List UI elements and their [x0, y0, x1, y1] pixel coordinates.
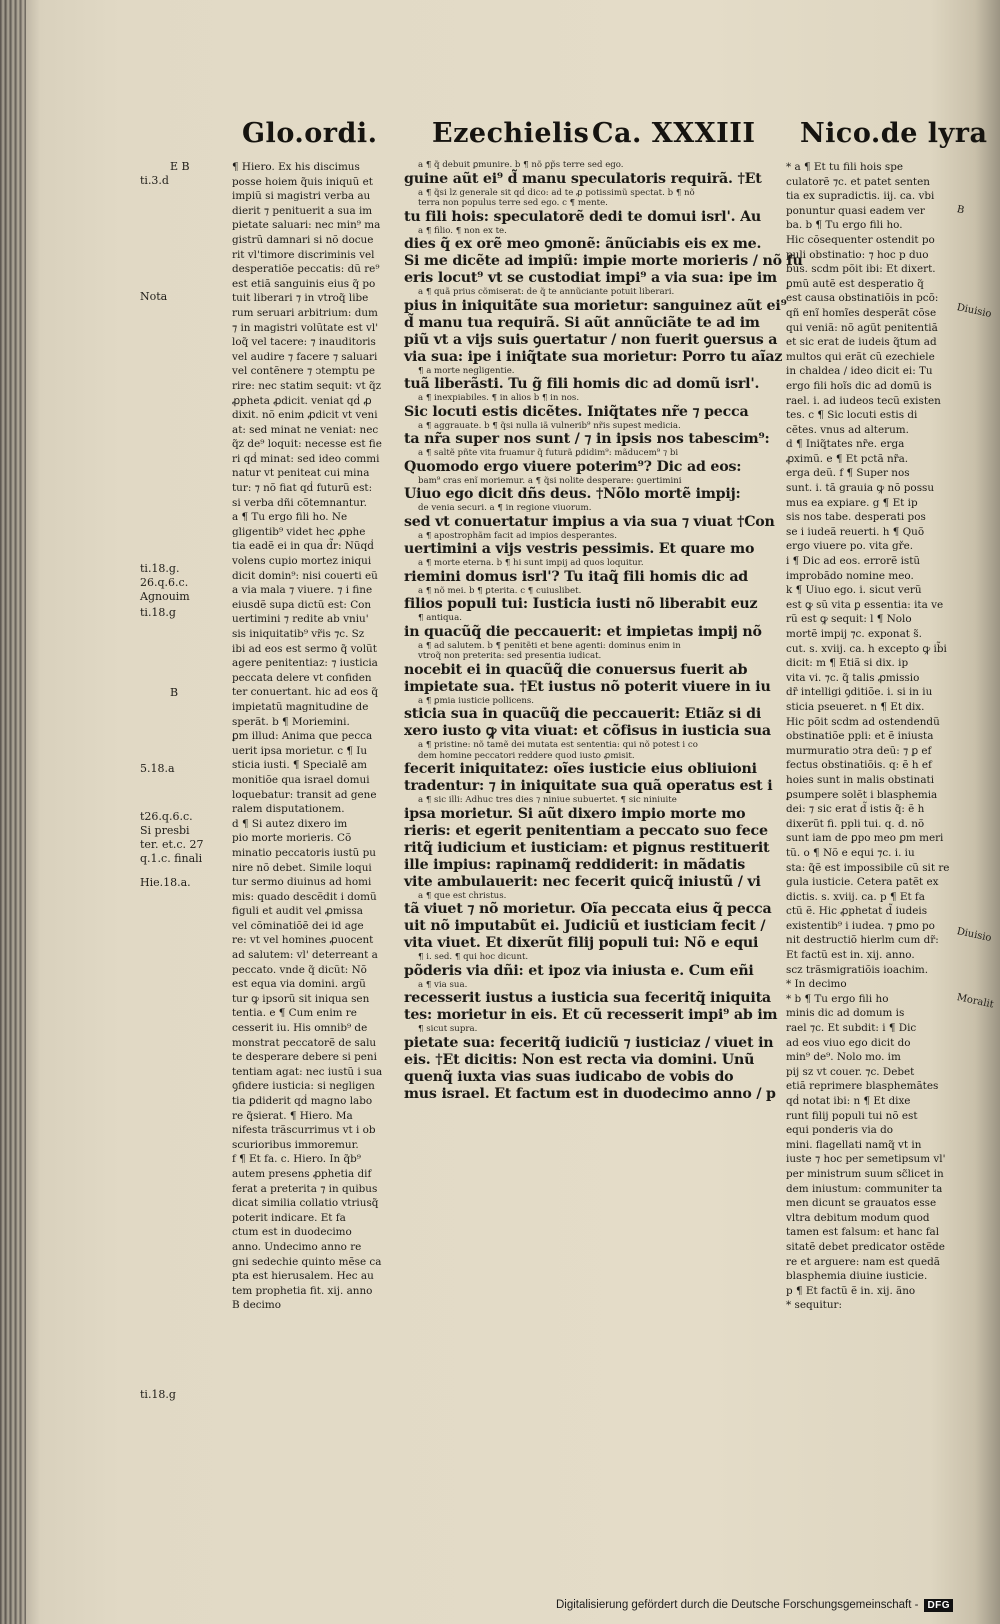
text-line: mis: quado descẽdit i domũ [232, 890, 377, 903]
scripture-line: pius in iniquitãte sua morietur: sanguinez aũt ei⁹ [404, 297, 787, 314]
margin-note: ti.3.d [140, 174, 169, 187]
text-line: Et factũ est in. xij. anno. [786, 949, 915, 962]
margin-note: Hie.18.a. [140, 876, 191, 889]
text-line: B decimo [232, 1299, 281, 1312]
text-line: vel cõminatiõẽ dei id age [232, 919, 364, 932]
text-line: volens cupio mortez iniqui [232, 555, 372, 568]
nicholas-of-lyra-column [786, 160, 971, 1313]
text-line: anno. Undecimo anno re [232, 1240, 362, 1253]
interlinear-gloss-line: a ¶ que est christus. [418, 890, 507, 901]
text-line: a ¶ Tu ergo fili ho. Ne [232, 511, 348, 524]
text-line: pij sz vt couer. ⁊c. Debet [786, 1065, 915, 1078]
text-line: vel contẽnere ⁊ ↄtemptu pe [232, 365, 376, 378]
text-line: rum seruari arbitrium: dum [232, 306, 378, 319]
text-line: ctũ ẽ. Hic ꝓphetat d̃ iudeis [786, 905, 928, 918]
text-line: multos qui erãt cũ ezechiele [786, 350, 935, 363]
text-line: te desperare debere si peni [232, 1051, 377, 1064]
text-line: minis dic ad domum is [786, 1007, 905, 1020]
text-line: * a ¶ Et tu fili hois spe [786, 161, 904, 173]
margin-note: B [955, 204, 966, 217]
scripture-line: pietate sua: feceritq̃ iudiciũ ⁊ iusticiaz / viuet in [404, 1034, 774, 1051]
text-line: ba. b ¶ Tu ergo fili ho. [786, 219, 903, 232]
text-line: loquebatur: transit ad gene [232, 788, 377, 801]
text-line: gistrũ damnari si nõ docue [232, 233, 374, 246]
text-line: cesserit iu. His omnib⁹ de [232, 1022, 368, 1035]
interlinear-gloss-line: ¶ sicut supra. [418, 1024, 478, 1034]
biblical-text-column [404, 160, 803, 1103]
text-line: agere penitentiaz: ⁊ iusticia [232, 657, 378, 670]
text-line: cẽtes. vnus ad alterum. [786, 423, 909, 436]
text-line: ergo viuere po. vita gře. [786, 540, 914, 553]
incunable-page [24, 8, 996, 1578]
scripture-line: guine aũt ei⁹ d̃ manu speculatoris requirã. †Et [404, 170, 762, 187]
text-line: * In decimo [786, 978, 847, 991]
running-head-book: Ezechielis [432, 118, 590, 149]
text-line: i ¶ Dic ad eos. errorẽ istũ [786, 555, 921, 568]
text-line: runt filij populi tui nõ est [786, 1109, 918, 1122]
text-line: tũ. o ¶ Nõ e equi ⁊c. i. iu [786, 846, 915, 859]
scripture-line: dies q̃ ex orẽ meo ꝯmonẽ: ãnũciabis eis ex me. [404, 236, 762, 252]
text-line: loq̃ vel tacere: ⁊ inauditoris [232, 336, 376, 349]
text-line: si verba dñi cõtemnantur. [232, 496, 367, 509]
interlinear-gloss-line: terra non populus terre sed ego. c ¶ mente. [418, 198, 608, 208]
text-line: ꝓpheta ꝓdicit. veniat qḋ ꝓ [232, 394, 372, 407]
text-line: rael. i. ad iudeos tecũ existen [786, 394, 941, 407]
text-line: tuit liberari ⁊ in vtroq̃ libe [232, 292, 369, 305]
scripture-line: tã viuet ⁊ nõ morietur. Oĩa peccata eius q̃ pecca [404, 901, 772, 917]
text-line: p ¶ Et factũ ẽ in. xij. ãno [786, 1284, 916, 1297]
text-line: ꝯfidere iusticia: si negligen [232, 1080, 375, 1093]
text-line: ꝑsumpere solẽt i blasphemia [786, 788, 938, 801]
text-line: blasphemia diuine iusticie. [786, 1270, 928, 1283]
margin-note: Diuisio [955, 926, 993, 945]
scripture-line: impietate sua. †Et iustus nõ poterit viuere in iu [404, 678, 771, 695]
text-line: eiusdẽ supa dictũ est: Con [232, 598, 372, 611]
scripture-line: Uiuo ego dicit dñs deus. †Nõlo mortẽ impij: [404, 486, 741, 502]
interlinear-gloss-line: a ¶ sic illi: Adhuc tres dies ⁊ niniue subuertet. ¶ sic niniuite [418, 795, 677, 805]
text-line: qñ enĩ homĩes desperãt cõse [786, 306, 937, 319]
scripture-line: ritq̃ iudicium et iusticiam: et pignus restituerit [404, 839, 770, 856]
text-line: * sequitur: [786, 1299, 842, 1312]
text-line: rit vl'timore discriminis vel [232, 248, 375, 261]
scripture-line: mus israel. Et factum est in duodecimo anno / p [404, 1085, 776, 1102]
text-line: est causa obstinatiõis in pcõ: [786, 292, 939, 305]
text-line: tur sermo diuinus ad homi [232, 876, 372, 889]
scripture-line: ipsa morietur. Si aũt dixero impio morte mo [404, 805, 746, 822]
margin-note: 26.q.6.c. [140, 576, 189, 589]
text-line: tia ꝑdiderit qḋ magno labo [232, 1095, 373, 1107]
text-line: mini. flagellati namq̃ vt in [786, 1138, 922, 1151]
text-line: tamen est falsum: et hanc fal [786, 1226, 940, 1239]
text-line: re q̃sierat. ¶ Hiero. Ma [232, 1109, 353, 1122]
text-line: men dicunt se grauatos esse [786, 1197, 937, 1210]
page-edges [0, 0, 26, 1624]
scripture-line: eis. †Et dicitis: Non est recta via domini. Unũ [404, 1051, 755, 1068]
text-line: q̃z de⁹ loquit: necesse est fie [232, 438, 382, 451]
text-line: sticia pseueret. n ¶ Et dix. [786, 700, 925, 713]
margin-note: Si presbi [140, 824, 190, 837]
text-line: vel audire ⁊ facere ⁊ saluari [232, 350, 378, 363]
text-line: sta: q̃ẽ est impossibile cũ sit re [786, 861, 950, 874]
text-line: mus ea expiare. g ¶ Et ip [786, 496, 918, 509]
text-line: dictis. s. xviij. ca. p ¶ Et fa [786, 890, 925, 903]
text-line: ꝑm illud: Anima que pecca [232, 730, 373, 743]
interlinear-gloss-line: a ¶ q̃si lz generale sit qḋ dico: ad te ꝓ potissimũ spectat. b ¶ nõ [418, 187, 695, 198]
margin-note: ti.18.g. [140, 562, 180, 575]
text-line: uertimini ⁊ redite ab vniu' [232, 613, 369, 626]
text-line: dicit: m ¶ Etiã si dix. ip [786, 657, 909, 670]
margin-note: ti.18.g [140, 1388, 176, 1401]
text-line: ⁊ in magistri volũtate est vl' [232, 321, 379, 334]
interlinear-gloss-line: a ¶ ꝑmia iusticie pollicens. [418, 695, 535, 706]
scripture-line: in quacũq̃ die peccauerit: et impietas impij nõ [404, 623, 762, 640]
text-line: cut. s. xviij. ca. h excepto ꝙ ib̃i [786, 642, 947, 655]
footer-credit: Digitalisierung gefördert durch die Deutsche Forschungsgemeinschaft - [556, 1599, 919, 1611]
text-line: rael ⁊c. Et subdit: i ¶ Dic [786, 1022, 917, 1035]
glossa-ordinaria-column [232, 160, 406, 1313]
text-line: rũ est ꝙ sequit: l ¶ Nolo [786, 613, 912, 626]
interlinear-gloss-line: a ¶ filio. ¶ non ex te. [418, 225, 507, 236]
text-line: desperatiõe peccatis: dũ re⁹ [232, 263, 380, 276]
scripture-line: recesserit iustus a iusticia sua feceritq̃ iniquita [404, 990, 771, 1006]
text-line: se i iudeã reuerti. h ¶ Quõ [786, 525, 925, 538]
text-line: obstinatiõe ppli: et ẽ iniusta [786, 730, 934, 743]
text-line: ri qḋ minat: sed ideo commi [232, 452, 380, 465]
text-line: ꝓximũ. e ¶ Et pctã nr̃a. [786, 452, 909, 465]
text-line: sunt iam de ꝑpo meo ꝑm meri [786, 832, 944, 845]
interlinear-gloss-line: a ¶ inexpiabiles. ¶ in alios b ¶ in nos. [418, 393, 580, 403]
text-line: scz trãsmigratiõis ioachim. [786, 963, 929, 976]
scripture-line: filios populi tui: Iusticia iusti nõ liberabit euz [404, 596, 758, 612]
scripture-line: riemini domus isrl'? Tu itaq̃ fili homis dic ad [404, 568, 749, 585]
text-line: tentia. e ¶ Cum enim re [232, 1007, 357, 1020]
text-line: bus. scdm põit ibi: Et dixert. [786, 263, 936, 276]
text-line: erga deũ. f ¶ Super nos [786, 467, 910, 480]
interlinear-gloss-line: bam⁹ cras enĩ moriemur. a ¶ q̃si nolite desperare: ꝯuertimini [418, 475, 682, 486]
interlinear-gloss-line: a ¶ via sua. [418, 979, 468, 990]
text-line: ꝑmũ autẽ est desperatio q̃ [786, 277, 924, 290]
interlinear-gloss-line: ¶ antiqua. [418, 613, 462, 623]
margin-note: Nota [140, 290, 168, 303]
text-line: gni sedechie quinto mẽse ca [232, 1255, 382, 1268]
text-line: d ¶ Si autez dixero im [232, 817, 348, 830]
text-line: min⁹ de⁹. Nolo mo. im [786, 1051, 901, 1064]
text-line: mortẽ impij ⁊c. exponat s̃. [786, 628, 922, 640]
text-line: improbãdo nomine meo. [786, 569, 914, 582]
text-line: est equa via domini. argũ [232, 978, 366, 991]
text-line: etiã reprimere blasphemãtes [786, 1080, 939, 1093]
text-line: dr̃ intelligi ꝯditiõe. i. si in iu [786, 686, 933, 699]
text-line: sperãt. b ¶ Moriemini. [232, 715, 350, 728]
text-line: dei: ⁊ sic erat d̃ istis q̃: ẽ h [786, 803, 925, 816]
text-line: dixerũt fi. ppli tui. q. d. nõ [786, 817, 925, 830]
text-line: in chaldea / ideo dicit ei: Tu [786, 365, 933, 378]
interlinear-gloss-line: a ¶ saltẽ pñte vita fruamur q̃ futurã ꝑdidim⁹: mãducem⁹ ⁊ bi [418, 448, 679, 458]
text-line: sitatẽ debet predicator ostẽde [786, 1240, 945, 1253]
text-line: dicat similia collatio vtriusq̃ [232, 1197, 379, 1210]
text-line: d ¶ Iniq̃tates nr̃e. erga [786, 438, 905, 451]
text-line: impietatũ magnitudine de [232, 700, 369, 713]
text-line: re et arguere: nam est quedã [786, 1255, 940, 1268]
scripture-line: eris locut⁹ vt se custodiat impi⁹ a via sua: ipe im [404, 270, 777, 286]
text-line: sis iniquitatib⁹ vr̃is ⁊c. Sz [232, 628, 365, 640]
running-head-commentator: Nico.de lyra [800, 118, 988, 149]
text-line: tentiam agat: nec iustũ i sua [232, 1065, 383, 1078]
scripture-line: vita viuet. Et dixerũt filij populi tui: Nõ e equi [404, 935, 759, 951]
running-head-chapter: Ca. XXXIII [592, 118, 756, 149]
running-head [24, 118, 996, 158]
text-line: ergo fili hoĩs dic ad domũ is [786, 379, 932, 392]
text-line: a via mala ⁊ viuere. ⁊ i fine [232, 584, 373, 597]
text-line: ferat a preterita ⁊ in quibus [232, 1182, 378, 1195]
margin-note: ter. et.c. 27 [140, 838, 204, 851]
text-line: re: vt vel homines ꝓuocent [232, 934, 374, 947]
dfg-logo: DFG [924, 1599, 953, 1612]
text-line: dicit domin⁹: nisi couerti eũ [232, 569, 378, 582]
text-line: vltra debitum modum quod [786, 1211, 930, 1224]
text-line: vita vi. ⁊c. q̃ talis ꝓmissio [786, 671, 920, 684]
text-line: tia eadẽ ei in qua d̃r: Nũqḋ [232, 540, 374, 553]
interlinear-gloss-line: dem homine peccatori reddere quod iusto ꝓmisit. [418, 750, 635, 761]
text-line: existentib⁹ i iudea. ⁊ ꝑmo po [786, 919, 935, 932]
scripture-line: rieris: et egerit penitentiam a peccato suo fece [404, 822, 768, 839]
text-line: tur ꝙ ipsorũ sit iniqua sen [232, 992, 370, 1005]
running-head-gloss: Glo.ordi. [242, 118, 378, 149]
interlinear-gloss-line: a ¶ morte eterna. b ¶ hi sunt impij ad quos loquitur. [418, 558, 644, 568]
text-line: nit destructiõ hierlm cum dr̃: [786, 934, 939, 947]
text-line: ter conuertant. hic ad eos q̃ [232, 686, 378, 699]
text-line: figuli et audit vel ꝓmissa [232, 905, 363, 918]
margin-note: q.1.c. finali [140, 852, 203, 865]
scripture-line: quenq̃ iuxta vias suas iudicabo de vobis do [404, 1068, 734, 1085]
scripture-line: tes: morietur in eis. Et cũ recesserit impi⁹ ab im [404, 1007, 778, 1023]
scripture-line: vite ambulauerit: nec fecerit quicq̃ iniustũ / vi [404, 873, 761, 890]
scripture-line: Si me dicẽte ad impiũ: impie morte morieris / nõ fu [404, 253, 803, 269]
text-line: hoies sunt in malis obstinati [786, 773, 935, 786]
text-line: uerit ipsa morietur. c ¶ Iu [232, 744, 368, 757]
text-line: tes. c ¶ Sic locuti estis di [786, 409, 918, 422]
interlinear-gloss-line: a ¶ apostrophãm facit ad impios desperantes. [418, 530, 617, 541]
scripture-line: ta nr̃a super nos sunt / ⁊ in ipsis nos tabescim⁹: [404, 431, 770, 447]
text-line: pta est hierusalem. Hec au [232, 1270, 374, 1283]
text-line: iuste ⁊ hoc per semetipsum vl' [786, 1153, 946, 1166]
text-line: scurioribus immoremur. [232, 1138, 359, 1151]
text-line: autem presens ꝓphetia dif [232, 1167, 372, 1180]
text-line: qḋ notat ibi: n ¶ Et dixe [786, 1095, 911, 1107]
text-line: fectus obstinatiõis. q: ẽ h ef [786, 759, 932, 772]
text-line: ad eos viuo ego dicit do [786, 1036, 911, 1049]
interlinear-gloss-line: a ¶ quã prius cõmiserat: de q̃ te annũciante potuit liberari. [418, 287, 675, 297]
scripture-line: uertimini a vijs vestris pessimis. Et quare mo [404, 541, 755, 557]
text-line: Hic cõsequenter ostendit po [786, 233, 935, 246]
text-line: est etiã sanguinis eius q̃ po [232, 277, 376, 290]
text-line: equi ponderis via do [786, 1124, 894, 1137]
text-line: gula iusticie. Cetera patẽt ex [786, 876, 939, 889]
interlinear-gloss-line: a ¶ pristine: nõ tamẽ dei mutata est sententia: qui nõ potest i co [418, 740, 698, 750]
text-line: at: sed minat ne veniat: nec [232, 423, 379, 436]
scripture-line: Quomodo ergo viuere poterim⁹? Dic ad eos: [404, 458, 742, 475]
text-line: peccato. vnde q̃ dicũt: Nõ [232, 963, 367, 976]
text-line: pietate saluari: nec min⁹ ma [232, 219, 381, 232]
scripture-line: põderis via dñi: et ipoz via iniusta e. Cum eñi [404, 962, 754, 979]
text-line: monstrat peccatorẽ de salu [232, 1036, 377, 1049]
scripture-line: tu fili hois: speculatorẽ dedi te domui isrl'. Au [404, 208, 762, 225]
text-line: nire nõ debet. Simile loqui [232, 861, 372, 874]
interlinear-gloss-line: a ¶ aggrauate. b ¶ q̃si nulla iã vulnerib⁹ nr̃is supest medicia. [418, 420, 681, 431]
scripture-line: d̃ manu tua requirã. Si aũt annũciãte te ad im [404, 314, 760, 331]
text-line: ctum est in duodecimo [232, 1226, 352, 1239]
scripture-line: xero iusto ꝙ vita viuat: et cõfisus in iusticia sua [404, 723, 771, 739]
text-line: sticia iusti. ¶ Specialẽ am [232, 759, 367, 772]
text-line: peccata delere vt confiden [232, 671, 372, 684]
interlinear-gloss-line: vtroq̃ non preterita: sed presentia iudicat. [418, 651, 602, 661]
text-line: tem prophetia fit. xij. anno [232, 1284, 373, 1297]
text-line: tur: ⁊ nõ fiat qḋ futurũ est: [232, 482, 373, 495]
interlinear-gloss-line: a ¶ ad salutem. b ¶ penitẽti et bene agenti: dominus enim in [418, 640, 681, 651]
text-line: nifesta trãscurrimus vt i ob [232, 1124, 376, 1137]
interlinear-gloss-line: ¶ i. sed. ¶ qui hoc dicunt. [418, 952, 529, 962]
text-line: culatorẽ ⁊c. et patet senten [786, 175, 930, 188]
scripture-line: tuã liberãsti. Tu g̃ fili homis dic ad domũ isrl'. [404, 376, 760, 392]
text-line: dixit. nõ enim ꝓdicit vt veni [232, 409, 378, 422]
scripture-line: ille impius: rapinamq̃ reddiderit: in mãdatis [404, 856, 746, 873]
interlinear-gloss-line: a ¶ nõ mei. b ¶ ꝑterita. c ¶ cuiuslibet. [418, 585, 582, 596]
scripture-line: Sic locuti estis dicẽtes. Iniq̃tates nr̃e ⁊ pecca [404, 403, 749, 420]
text-line: dierit ⁊ penituerit a sua im [232, 204, 373, 217]
scripture-line: piũ vt a vijs suis ꝯuertatur / non fuerit ꝯuersus a [404, 331, 778, 348]
text-line: * b ¶ Tu ergo fili ho [786, 992, 889, 1005]
margin-note: Diuisio [955, 302, 993, 321]
text-line: tia ex supradictis. iij. ca. vbi [786, 190, 935, 203]
text-line: k ¶ Uiuo ego. i. sicut verũ [786, 584, 922, 597]
text-line: pio morte morieris. Cõ [232, 832, 352, 845]
margin-note: Agnouim [140, 590, 190, 603]
scripture-line: tradentur: ⁊ in iniquitate sua quã operatus est i [404, 778, 773, 794]
text-line: monitiõe qua israel domui [232, 773, 370, 786]
text-line: gligentib⁹ videt hec ꝓphe [232, 525, 366, 538]
margin-note: t26.q.6.c. [140, 810, 193, 823]
scripture-line: sed vt conuertatur impius a via sua ⁊ viuat †Con [404, 513, 775, 530]
text-line: et sic erat de iudeis q̃tum ad [786, 336, 937, 349]
margin-note: ti.18.g [140, 606, 176, 619]
text-line: sis nos tabe. desperati pos [786, 511, 926, 524]
text-line: est ꝙ sũ vita ꝑ essentia: ita ve [786, 598, 944, 611]
digitization-footer [556, 1596, 953, 1614]
text-line: minatio peccatoris iustũ pu [232, 846, 376, 859]
text-line: ibi ad eos est sermo q̃ volũt [232, 642, 377, 655]
margin-note: Moralit [955, 992, 995, 1011]
interlinear-gloss-line: a ¶ q̃ debuit ꝑmunire. b ¶ nõ ꝑp̃s terre sed ego. [418, 160, 624, 170]
scripture-line: uit nõ imputabũt ei. Judiciũ et iusticiam fecit / [404, 918, 766, 934]
margin-note: 5.18.a [140, 762, 175, 775]
margin-note: E B [170, 160, 190, 173]
scripture-line: nocebit ei in quacũq̃ die conuersus fuerit ab [404, 661, 748, 678]
scripture-line: sticia sua in quacũq̃ die peccauerit: Etiãz si di [404, 706, 762, 722]
text-line: ¶ Hiero. Ex his discimus [232, 161, 360, 173]
text-line: ponuntur quasi eadem ver [786, 204, 925, 217]
text-line: ad salutem: vl' deterreant a [232, 949, 378, 962]
interlinear-gloss-line: de venia securi. a ¶ in regione viuorum. [418, 503, 592, 513]
text-line: poterit indicare. Et fa [232, 1211, 346, 1224]
text-line: murmuratio ↄtra deũ: ⁊ ꝑ ef [786, 744, 932, 757]
text-line: posse hoiem q̃uis iniquũ et [232, 175, 373, 188]
margin-note: B [170, 686, 179, 699]
text-line: rire: nec statim sequit: vt q̃z [232, 379, 382, 392]
text-line: per ministrum suum sc̃licet in [786, 1167, 944, 1180]
interlinear-gloss-line: ¶ a morte negligentie. [418, 365, 515, 376]
text-line: f ¶ Et fa. c. Hiero. In q̃b⁹ [232, 1153, 361, 1166]
text-line: puli obstinatio: ⁊ hoc p duo [786, 248, 929, 261]
text-line: qui veniã: nõ agũt penitentiã [786, 321, 938, 334]
text-line: natur vt peniteat cui mina [232, 467, 370, 480]
text-line: ralem disputationem. [232, 803, 345, 816]
text-line: dem iniustum: communiter ta [786, 1182, 943, 1195]
text-line: impiũ si magistri verba au [232, 190, 371, 203]
text-line: sunt. i. tã grauia ꝙ nõ possu [786, 482, 935, 495]
scripture-line: fecerit iniquitatez: oĩes iusticie eius obliuioni [404, 761, 757, 777]
text-line: Hic põit scdm ad ostendendũ [786, 715, 940, 728]
scripture-line: via sua: ipe i iniq̃tate sua morietur: Porro tu aĩaz [404, 348, 783, 365]
